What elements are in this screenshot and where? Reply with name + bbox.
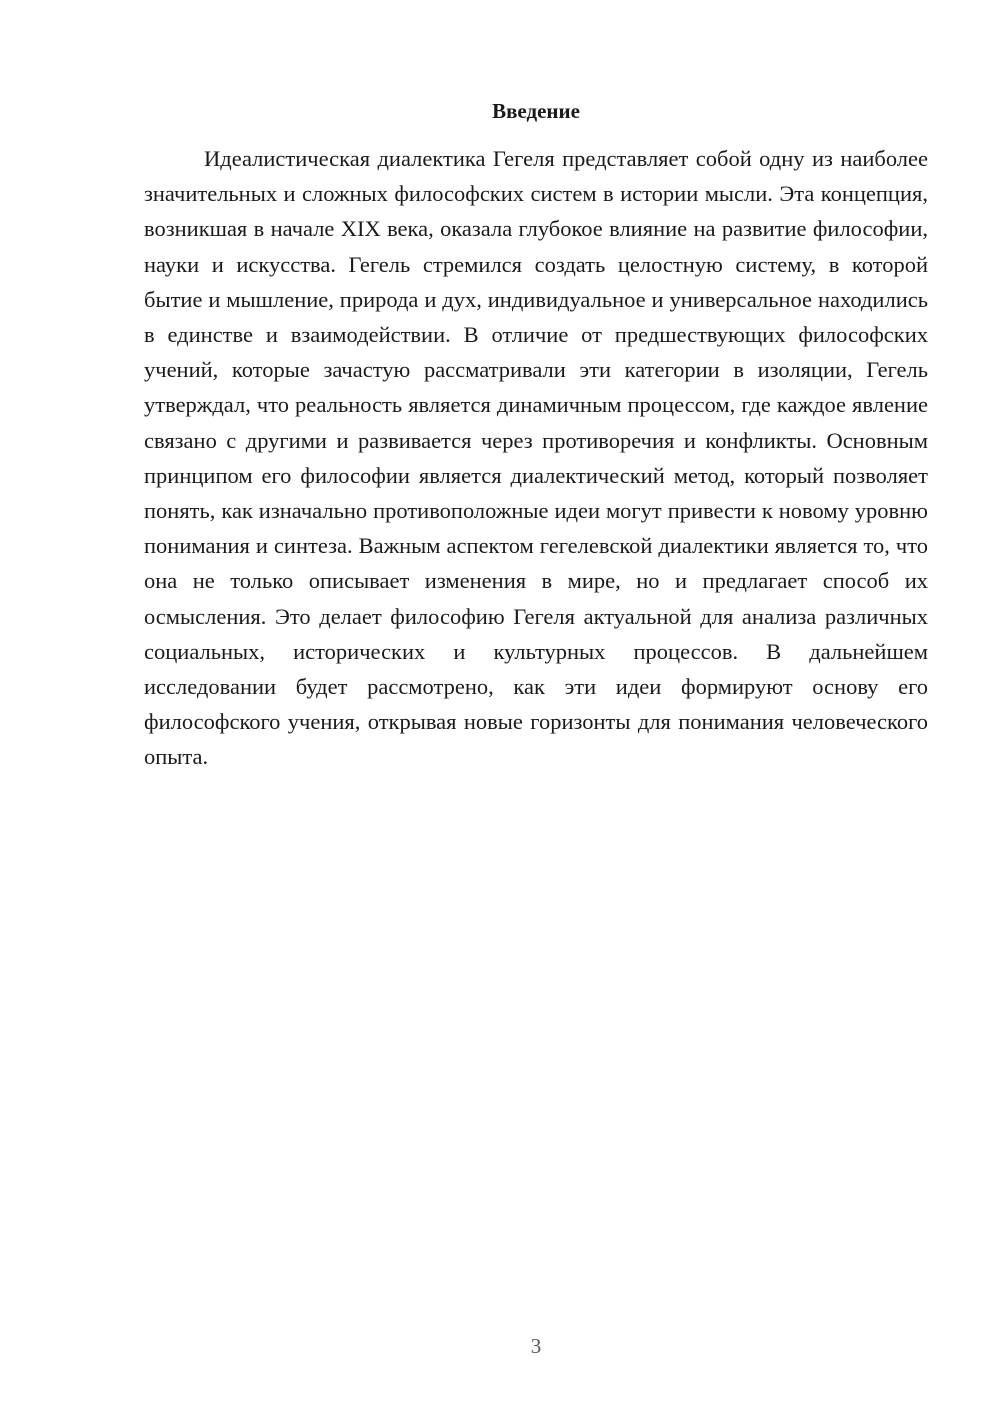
body-paragraph: Идеалистическая диалектика Гегеля представляет собой одну из наиболее значительных и сложных философских систем в истории мысли. Эта концепция, возникшая в начале XIX века, оказала глубокое влияние на развитие философии, науки и искусства. Гегель стремился создать целостную систему, в которой бытие и мышление, природа и дух, индивидуальное и универсальное находились в единстве и взаимодействии. В отличие от предшествующих философских учений, которые зачастую рассматривали эти категории в изоляции, Гегель утверждал, что реальность является динамичным процессом, где каждое явление связано с другими и развивается через противоречия и конфликты. Основным принципом его философии является диалектический метод, который позволяет понять, как изначально противоположные идеи могут привести к новому уровню понимания и синтеза. Важным аспектом гегелевской диалектики является то, что она не только описывает изменения в мире, но и предлагает способ их осмысления. Это делает философию Гегеля актуальной для анализа различных социальных, исторических и культурных процессов. В дальнейшем исследовании будет рассмотрено, как эти идеи формируют основу его философского учения, открывая новые горизонты для понимания человеческого опыта.	[144, 146, 928, 770]
page-number: 3	[530, 1334, 542, 1358]
section-heading: Введение	[492, 99, 580, 123]
